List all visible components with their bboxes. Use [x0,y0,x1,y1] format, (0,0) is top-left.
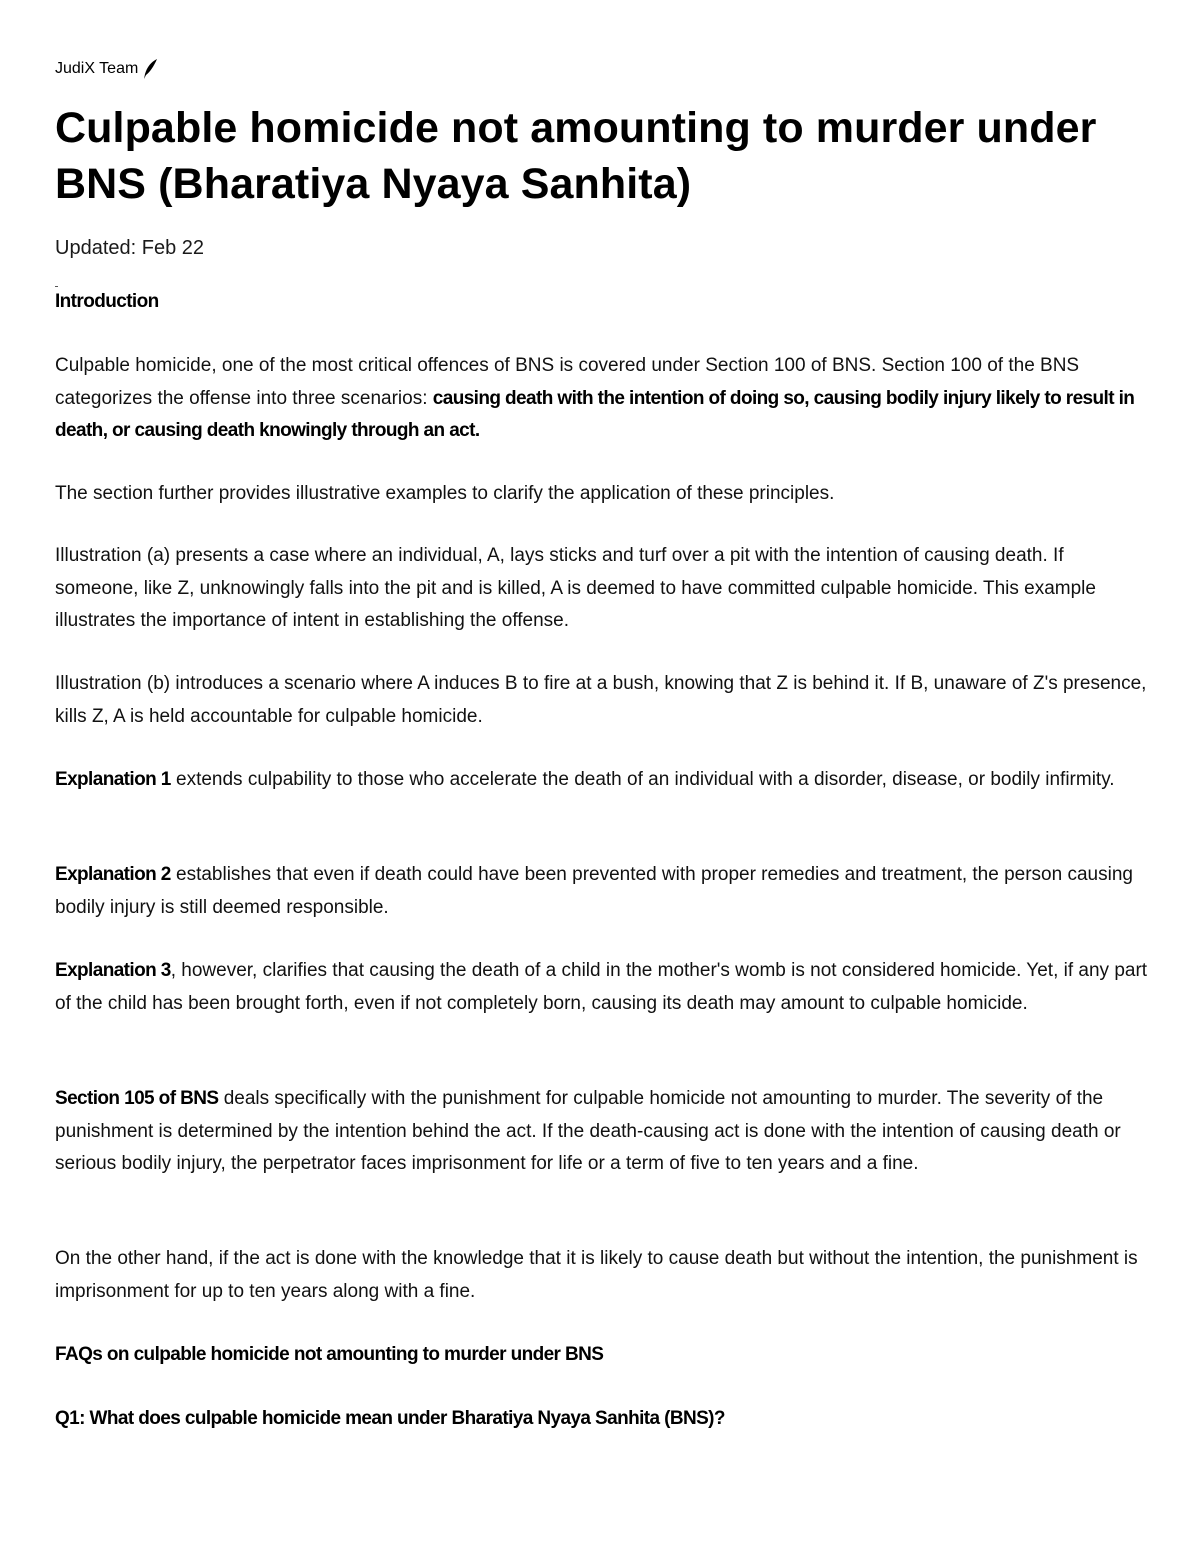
paragraph-explanation-1 [55,764,1150,797]
paragraph-illustrative-examples: The section further provides illustrative examples to clarify the application of these principles. [55,483,835,504]
section-105-label: Section 105 of BNS [55,1088,219,1109]
section-105-text: deals specifically with the punishment for culpable homicide not amounting to murder. The severity of the punishment is determined by the intention behind the act. If the death-causing act is done with the intention of causing death or serious bodily injury, the perpetrator faces imprisonment for life or a term of five to ten years and a fine. [55,1088,1121,1174]
article-title: Culpable homicide not amounting to murder under BNS (Bharatiya Nyaya Sanhita) [55,104,1097,208]
explanation-3-label: Explanation 3 [55,960,171,981]
explanation-1-text: extends culpability to those who accelerate the death of an individual with a disorder, disease, or bodily infirmity. [170,769,1115,790]
faq-question-1: Q1: What does culpable homicide mean under Bharatiya Nyaya Sanhita (BNS)? [55,1408,725,1429]
paragraph-text: Culpable homicide, one of the most critical offences of BNS is covered under Section 100 of BNS. Section 100 of the BNS categorizes the offense into three scenarios: [55,355,1080,409]
author-line [55,58,158,80]
author-name: JudiX Team [55,60,139,77]
paragraph-illustration-b: Illustration (b) introduces a scenario where A induces B to fire at a bush, knowing that Z is behind it. If B, unaware of Z's presence, kills Z, A is held accountable for culpable homicide. [55,673,1147,727]
introduction-heading: Introduction [55,291,159,312]
updated-date: Updated: Feb 22 [55,237,204,259]
explanation-2-label: Explanation 2 [55,864,171,885]
quill-pen-icon [142,58,158,80]
paragraph-explanation-3 [55,955,1150,1020]
faq-heading: FAQs on culpable homicide not amounting to murder under BNS [55,1344,604,1365]
paragraph-section-100 [55,350,1150,448]
paragraph-section-105 [55,1083,1150,1181]
bold-scenarios-1: causing death with the intention of doing so, causing bodily injury likely to result in death [55,387,1135,441]
paragraph-illustration-a: Illustration (a) presents a case where an individual, A, lays sticks and turf over a pit with the intention of causing death. If someone, like Z, unknowingly falls into the pit and is killed, A is deemed to have committed culpable homicide. This example illustrates the importance of intent in establishing the offense. [55,545,1096,631]
paragraph-knowledge-punishment: On the other hand, if the act is done with the knowledge that it is likely to cause death but without the intention, the punishment is imprisonment for up to ten years along with a fine. [55,1248,1138,1302]
explanation-1-label: Explanation 1 [55,769,171,790]
comma-separator: , [102,420,113,441]
bold-scenarios-2: or causing death knowingly through an act. [112,420,480,441]
explanation-2-text: establishes that even if death could have been prevented with proper remedies and treatment, the person causing bodily injury is still deemed responsible. [55,864,1133,918]
paragraph-explanation-2 [55,859,1150,924]
explanation-3-text: , however, clarifies that causing the death of a child in the mother's womb is not considered homicide. Yet, if any part of the child has been brought forth, even if not completely born, causing its death may amount to culpable homicide. [55,960,1148,1014]
